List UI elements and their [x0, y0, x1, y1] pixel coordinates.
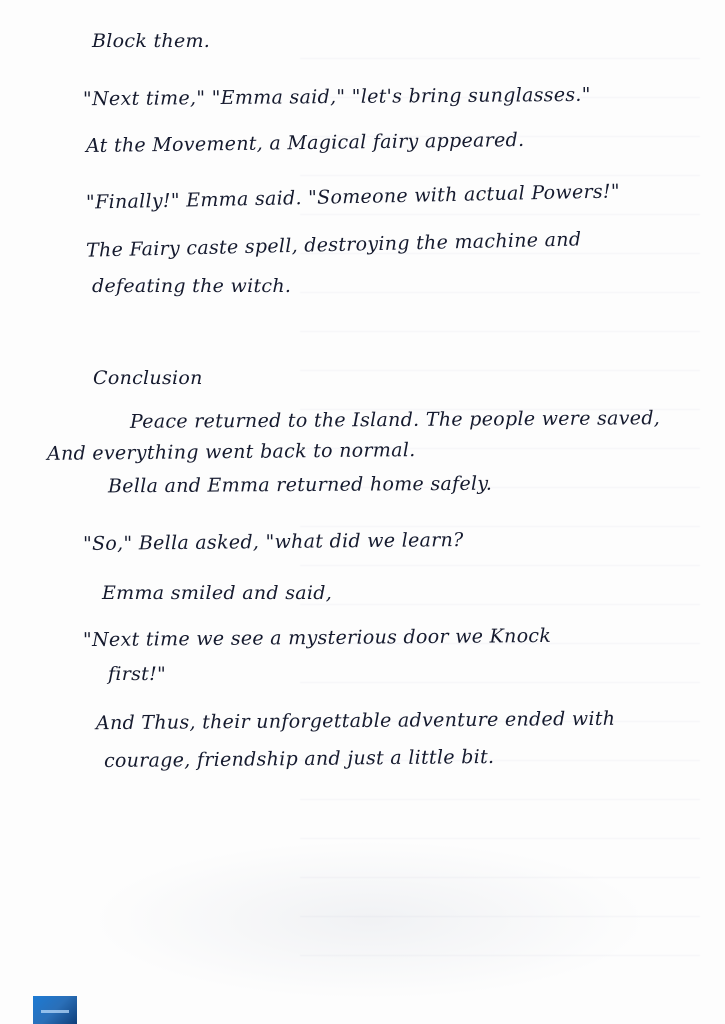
handwritten-line: defeating the witch. — [92, 275, 292, 297]
handwritten-line: Peace returned to the Island. The people were saved, — [129, 407, 661, 433]
scanner-corner-mark — [33, 996, 77, 1024]
handwritten-line: "Next time," "Emma said," "let's bring sunglasses." — [82, 83, 591, 111]
handwritten-line: At the Movement, a Magical fairy appeared. — [85, 128, 525, 158]
handwritten-line: And Thus, their unforgettable adventure ended with — [95, 707, 616, 735]
handwritten-line: The Fairy caste spell, destroying the machine and — [85, 228, 582, 262]
handwritten-line: first!" — [108, 663, 167, 685]
section-heading: Conclusion — [93, 367, 203, 389]
handwritten-line: "So," Bella asked, "what did we learn? — [82, 529, 464, 555]
handwritten-line: "Finally!" Emma said. "Someone with actual Powers!" — [85, 180, 621, 214]
handwritten-line: And everything went back to normal. — [46, 439, 416, 465]
handwritten-line: Bella and Emma returned home safely. — [107, 472, 493, 498]
handwritten-line: Emma smiled and said, — [102, 582, 333, 604]
reverse-side-bleed-shadow — [90, 840, 650, 1000]
handwritten-line: courage, friendship and just a little bit. — [103, 745, 495, 773]
handwritten-line: Block them. — [92, 30, 211, 52]
handwritten-line: "Next time we see a mysterious door we Knock — [82, 624, 552, 652]
